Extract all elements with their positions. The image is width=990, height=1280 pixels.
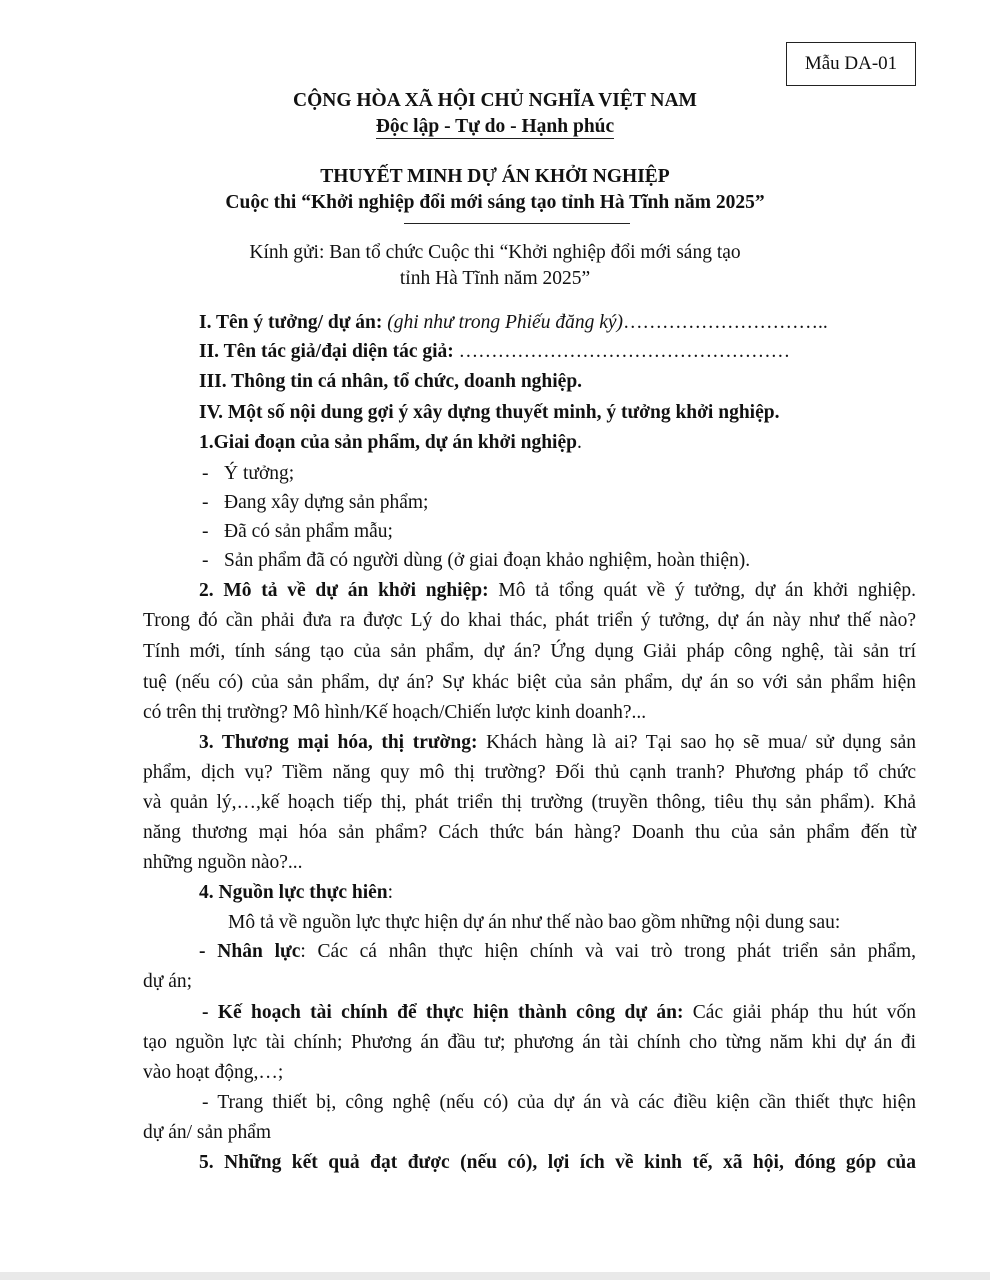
recipient-line-2: tỉnh Hà Tĩnh năm 2025” <box>399 268 591 289</box>
item-4-hr-line-2: dự án; <box>143 971 193 992</box>
item-2-line: Trong đó cần phải đưa ra được Lý do khai thác, phát triển ý tưởng, dự án này như thế nào? <box>143 610 916 631</box>
section-4: IV. Một số nội dung gợi ý xây dựng thuyết minh, ý tưởng khởi nghiệp. <box>199 402 780 423</box>
item-4-fin-line <box>202 1002 916 1024</box>
dash-bullet: - <box>202 492 209 513</box>
item-2-first-line <box>199 580 916 602</box>
section-1-dots: ………………………….. <box>623 312 828 333</box>
list-item <box>202 550 750 572</box>
item-4-heading <box>199 882 393 904</box>
item-3-line: những nguồn nào?... <box>143 852 303 873</box>
dash-bullet: - <box>202 1002 209 1023</box>
dash-bullet: - <box>202 1092 209 1113</box>
dash-bullet: - <box>202 550 209 571</box>
section-2-label: II. Tên tác giả/đại diện tác giả: <box>199 341 454 362</box>
item-3-line: và quản lý,…,kế hoạch tiếp thị, phát triển thị trường (truyền thông, tiêu thụ sản phẩm). Khả <box>143 792 916 813</box>
item-3-text: Khách hàng là ai? Tại sao họ sẽ mua/ sử dụng sản <box>486 732 917 753</box>
item-1-heading-end: . <box>576 432 582 453</box>
item-2-text: Mô tả tổng quát về ý tưởng, dự án khởi nghiệp. <box>498 580 917 601</box>
item-4-heading-text: 4. Nguồn lực thực hiên <box>199 882 388 903</box>
list-item-text: Ý tưởng; <box>224 463 295 484</box>
list-item <box>202 492 428 514</box>
section-2-dots: …………………………………………… <box>458 341 791 362</box>
section-3: III. Thông tin cá nhân, tổ chức, doanh nghiệp. <box>199 371 583 392</box>
list-item-text: Sản phẩm đã có người dùng (ở giai đoạn khảo nghiệm, hoàn thiện). <box>224 550 751 571</box>
item-1-heading-text: 1.Giai đoạn của sản phẩm, dự án khởi nghiệp <box>199 432 577 453</box>
document-title: THUYẾT MINH DỰ ÁN KHỞI NGHIỆP <box>320 166 670 187</box>
section-1-label: I. Tên ý tưởng/ dự án: <box>199 312 383 333</box>
item-5-heading-text: 5. Những kết quả đạt được (nếu có), lợi ích về kinh tế, xã hội, đóng góp của <box>199 1152 916 1173</box>
list-item <box>202 463 294 485</box>
motto-text: Độc lập - Tự do - Hạnh phúc <box>375 116 615 137</box>
dash-bullet: - <box>202 463 209 484</box>
hr-text: : Các cá nhân thực hiện chính và vai trò trong phát triển sản phẩm, <box>300 941 916 962</box>
item-3-first-line <box>199 732 916 754</box>
item-4-hr-line <box>199 941 916 963</box>
form-code-box: Mẫu DA-01 <box>786 42 916 86</box>
eq-text: Trang thiết bị, công nghệ (nếu có) của dự án và các điều kiện cần thiết thực hiện <box>217 1092 916 1113</box>
list-item-text: Đã có sản phẩm mẫu; <box>224 521 393 542</box>
item-4-eq-line <box>202 1092 916 1114</box>
section-1 <box>199 312 828 334</box>
section-1-note: (ghi như trong Phiếu đăng ký) <box>387 312 624 333</box>
item-4-fin-line-3: vào hoạt động,…; <box>143 1062 284 1083</box>
hr-label: Nhân lực <box>217 941 301 962</box>
national-motto <box>0 116 990 138</box>
item-4-heading-end: : <box>387 882 394 903</box>
item-4-eq-line-2: dự án/ sản phẩm <box>143 1122 272 1143</box>
item-4-intro: Mô tả về nguồn lực thực hiện dự án như thế nào bao gồm những nội dung sau: <box>228 912 841 933</box>
fin-label: Kế hoạch tài chính để thực hiện thành công dự án: <box>217 1002 684 1023</box>
item-2-line: tuệ (nếu có) của sản phẩm, dự án? Sự khác biệt của sản phẩm, dự án so với sản phẩm hiện <box>143 672 916 693</box>
item-3-line: năng thương mại hóa sản phẩm? Cách thức bán hàng? Doanh thu của sản phẩm đến từ <box>143 822 916 843</box>
national-title: CỘNG HÒA XÃ HỘI CHỦ NGHĨA VIỆT NAM <box>293 90 697 111</box>
item-5-heading <box>199 1152 916 1174</box>
dash-bullet: - <box>199 941 206 962</box>
contest-name: Cuộc thi “Khởi nghiệp đổi mới sáng tạo tỉnh Hà Tĩnh năm 2025” <box>225 192 765 213</box>
page-bottom-edge <box>0 1272 990 1280</box>
item-2-line: Tính mới, tính sáng tạo của sản phẩm, dự án? Ứng dụng Giải pháp công nghệ, tài sản trí <box>143 641 916 662</box>
fin-text: Các giải pháp thu hút vốn <box>683 1002 917 1023</box>
list-item <box>202 521 393 543</box>
list-item-text: Đang xây dựng sản phẩm; <box>224 492 429 513</box>
item-4-fin-line-2: tạo nguồn lực tài chính; Phương án đầu tư; phương án tài chính cho từng năm khi dự án đi <box>143 1032 916 1053</box>
recipient-line-1: Kính gửi: Ban tổ chức Cuộc thi “Khởi nghiệp đổi mới sáng tạo <box>249 242 741 263</box>
item-2-line: có trên thị trường? Mô hình/Kế hoạch/Chiến lược kinh doanh?... <box>143 702 647 723</box>
section-2 <box>199 341 790 363</box>
item-2-heading: 2. Mô tả về dự án khởi nghiệp: <box>199 580 489 601</box>
title-divider <box>404 223 630 224</box>
item-1-heading <box>199 432 582 454</box>
item-3-line: phẩm, dịch vụ? Tiềm năng quy mô thị trường? Đối thủ cạnh tranh? Phương pháp tổ chức <box>143 762 916 783</box>
dash-bullet: - <box>202 521 209 542</box>
item-3-heading: 3. Thương mại hóa, thị trường: <box>199 732 478 753</box>
